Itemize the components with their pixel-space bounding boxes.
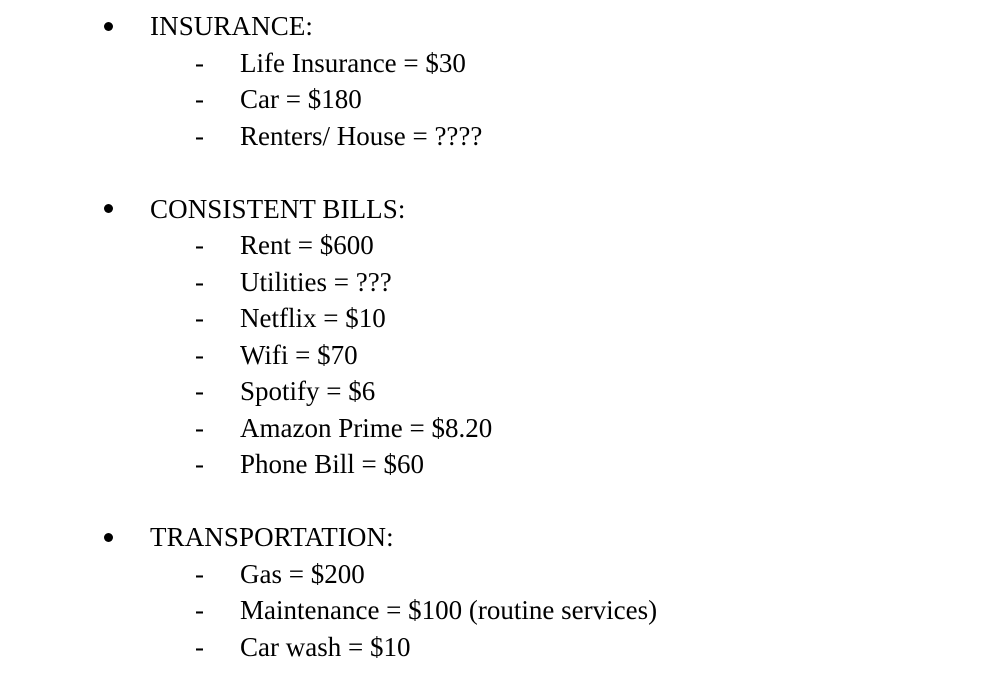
list-item-label: Car wash = $10 [240,631,411,662]
list-item-label: Amazon Prime = $8.20 [240,412,493,443]
list-item [0,81,987,118]
list-item [0,592,987,629]
list-item-label: Life Insurance = $30 [240,47,466,78]
list-item-label: Wifi = $70 [240,339,358,370]
sub-item-list-insurance [0,45,987,155]
dash-icon: - [195,230,204,260]
sub-item-list-transportation [0,556,987,666]
list-item-label: Utilities = ??? [240,266,392,297]
dash-icon: - [195,84,204,114]
section-heading-label: INSURANCE: [150,11,314,41]
outline-section-transportation [0,519,987,665]
list-item [0,410,987,447]
section-heading-label: TRANSPORTATION: [150,522,394,552]
list-item [0,264,987,301]
section-heading-consistent-bills [0,191,987,228]
list-item-label: Spotify = $6 [240,376,376,406]
outline-section-insurance [0,8,987,154]
dash-icon: - [195,47,204,78]
sub-item-list-consistent-bills [0,227,987,483]
list-item-label: Maintenance = $100 (routine services) [240,595,658,625]
dash-icon: - [195,120,204,151]
bullet-icon [104,204,113,213]
section-heading-label: CONSISTENT BILLS: [150,193,406,224]
list-item-label: Rent = $600 [240,230,374,260]
dash-icon: - [195,595,204,625]
dash-icon: - [195,266,204,297]
list-item-label: Renters/ House = ???? [240,120,483,151]
list-item [0,118,987,155]
list-item-label: Gas = $200 [240,558,365,589]
section-heading-transportation [0,519,987,556]
dash-icon: - [195,631,204,662]
dash-icon: - [195,449,204,479]
list-item [0,556,987,593]
dash-icon: - [195,412,204,443]
list-item [0,45,987,82]
bullet-icon [104,533,113,542]
list-item-label: Netflix = $10 [240,303,386,333]
dash-icon: - [195,303,204,333]
bullet-icon [104,22,113,31]
outline-section-consistent-bills [0,191,987,483]
list-item-label: Car = $180 [240,84,362,114]
dash-icon: - [195,339,204,370]
section-heading-insurance [0,8,987,45]
list-item [0,337,987,374]
list-item [0,227,987,264]
list-item [0,446,987,483]
list-item [0,629,987,666]
list-item-label: Phone Bill = $60 [240,449,424,479]
list-item [0,373,987,410]
dash-icon: - [195,376,204,406]
list-item [0,300,987,337]
dash-icon: - [195,558,204,589]
